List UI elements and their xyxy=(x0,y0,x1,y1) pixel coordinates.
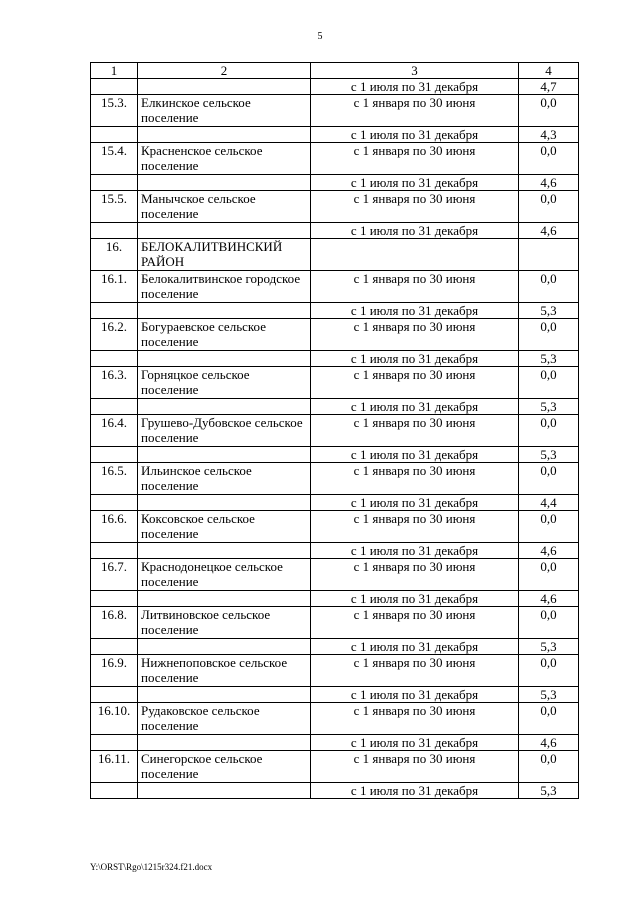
settlement-name-cell xyxy=(138,447,311,463)
row-number-cell: 16.2. xyxy=(91,319,138,351)
settlement-name-cell xyxy=(138,687,311,703)
row-number-cell: 16.4. xyxy=(91,415,138,447)
period-cell: с 1 июля по 31 декабря xyxy=(311,303,519,319)
period-cell: с 1 июля по 31 декабря xyxy=(311,735,519,751)
rate-value-cell: 5,3 xyxy=(519,783,579,799)
rate-value-cell: 0,0 xyxy=(519,95,579,127)
row-number-cell: 16.6. xyxy=(91,511,138,543)
row-number-cell xyxy=(91,447,138,463)
table-row xyxy=(91,415,579,447)
period-cell: с 1 января по 30 июня xyxy=(311,191,519,223)
settlement-name-cell xyxy=(138,591,311,607)
period-cell: с 1 июля по 31 декабря xyxy=(311,543,519,559)
period-cell: с 1 января по 30 июня xyxy=(311,463,519,495)
rates-table xyxy=(90,62,579,799)
table-row xyxy=(91,191,579,223)
row-number-cell: 16.7. xyxy=(91,559,138,591)
settlement-name-cell xyxy=(138,495,311,511)
rate-value-cell: 4,6 xyxy=(519,223,579,239)
row-number-cell: 16.1. xyxy=(91,271,138,303)
settlement-name-cell: Богураевское сельское поселение xyxy=(138,319,311,351)
rate-value-cell: 4,3 xyxy=(519,127,579,143)
table-row xyxy=(91,367,579,399)
period-cell: с 1 января по 30 июня xyxy=(311,367,519,399)
table-row xyxy=(91,511,579,543)
period-cell: с 1 июля по 31 декабря xyxy=(311,175,519,191)
table-row xyxy=(91,351,579,367)
row-number-cell xyxy=(91,79,138,95)
settlement-name-cell xyxy=(138,127,311,143)
rate-value-cell: 5,3 xyxy=(519,399,579,415)
rate-value-cell: 0,0 xyxy=(519,271,579,303)
table-row xyxy=(91,703,579,735)
rate-value-cell: 0,0 xyxy=(519,191,579,223)
period-cell: с 1 июля по 31 декабря xyxy=(311,399,519,415)
settlement-name-cell xyxy=(138,399,311,415)
rate-value-cell: 5,3 xyxy=(519,639,579,655)
period-cell: с 1 января по 30 июня xyxy=(311,415,519,447)
table-row xyxy=(91,399,579,415)
settlement-name-cell xyxy=(138,351,311,367)
table-header-row xyxy=(91,63,579,79)
row-number-cell: 15.5. xyxy=(91,191,138,223)
rate-value-cell: 0,0 xyxy=(519,319,579,351)
row-number-cell: 16.8. xyxy=(91,607,138,639)
rate-value-cell: 0,0 xyxy=(519,607,579,639)
settlement-name-cell xyxy=(138,223,311,239)
column-header-3: 3 xyxy=(311,63,519,79)
table-row xyxy=(91,543,579,559)
table-row xyxy=(91,591,579,607)
rate-value-cell: 0,0 xyxy=(519,559,579,591)
settlement-name-cell: БЕЛОКАЛИТВИНСКИЙ РАЙОН xyxy=(138,239,311,271)
table-row xyxy=(91,271,579,303)
settlement-name-cell xyxy=(138,735,311,751)
row-number-cell xyxy=(91,543,138,559)
table-row xyxy=(91,687,579,703)
rate-value-cell: 4,7 xyxy=(519,79,579,95)
column-header-4: 4 xyxy=(519,63,579,79)
rate-value-cell: 0,0 xyxy=(519,415,579,447)
row-number-cell xyxy=(91,591,138,607)
column-header-2: 2 xyxy=(138,63,311,79)
period-cell: с 1 июля по 31 декабря xyxy=(311,591,519,607)
settlement-name-cell xyxy=(138,303,311,319)
table-row xyxy=(91,783,579,799)
rate-value-cell: 4,4 xyxy=(519,495,579,511)
row-number-cell xyxy=(91,639,138,655)
table-row xyxy=(91,639,579,655)
period-cell: с 1 июля по 31 декабря xyxy=(311,79,519,95)
settlement-name-cell: Синегорское сельское поселение xyxy=(138,751,311,783)
row-number-cell: 16.3. xyxy=(91,367,138,399)
table-row xyxy=(91,751,579,783)
settlement-name-cell: Белокалитвинское городское поселение xyxy=(138,271,311,303)
period-cell: с 1 января по 30 июня xyxy=(311,143,519,175)
row-number-cell xyxy=(91,495,138,511)
table-row xyxy=(91,559,579,591)
period-cell: с 1 января по 30 июня xyxy=(311,655,519,687)
table-row xyxy=(91,735,579,751)
table-row xyxy=(91,607,579,639)
period-cell: с 1 июля по 31 декабря xyxy=(311,127,519,143)
period-cell xyxy=(311,239,519,271)
settlement-name-cell: Красненское сельское поселение xyxy=(138,143,311,175)
settlement-name-cell xyxy=(138,639,311,655)
rate-value-cell: 0,0 xyxy=(519,511,579,543)
table-row xyxy=(91,655,579,687)
row-number-cell: 16.9. xyxy=(91,655,138,687)
table-row xyxy=(91,239,579,271)
settlement-name-cell: Литвиновское сельское поселение xyxy=(138,607,311,639)
rate-value-cell: 4,6 xyxy=(519,543,579,559)
rate-value-cell: 4,6 xyxy=(519,735,579,751)
row-number-cell xyxy=(91,783,138,799)
page-number: 5 xyxy=(317,31,323,42)
period-cell: с 1 июля по 31 декабря xyxy=(311,351,519,367)
period-cell: с 1 января по 30 июня xyxy=(311,95,519,127)
table-row xyxy=(91,303,579,319)
rate-value-cell: 5,3 xyxy=(519,351,579,367)
settlement-name-cell: Грушево-Дубовское сельское поселение xyxy=(138,415,311,447)
row-number-cell: 16.5. xyxy=(91,463,138,495)
settlement-name-cell: Рудаковское сельское поселение xyxy=(138,703,311,735)
settlement-name-cell: Горняцкое сельское поселение xyxy=(138,367,311,399)
row-number-cell: 16.11. xyxy=(91,751,138,783)
table-row xyxy=(91,95,579,127)
table-row xyxy=(91,175,579,191)
period-cell: с 1 января по 30 июня xyxy=(311,319,519,351)
period-cell: с 1 июля по 31 декабря xyxy=(311,687,519,703)
table-row xyxy=(91,463,579,495)
period-cell: с 1 января по 30 июня xyxy=(311,751,519,783)
settlement-name-cell: Нижнепоповское сельское поселение xyxy=(138,655,311,687)
table-row xyxy=(91,127,579,143)
column-header-1: 1 xyxy=(91,63,138,79)
row-number-cell xyxy=(91,687,138,703)
rate-value-cell: 0,0 xyxy=(519,751,579,783)
table-row xyxy=(91,143,579,175)
row-number-cell: 16. xyxy=(91,239,138,271)
row-number-cell xyxy=(91,127,138,143)
rate-value-cell: 0,0 xyxy=(519,463,579,495)
rate-value-cell: 0,0 xyxy=(519,703,579,735)
row-number-cell xyxy=(91,223,138,239)
rate-value-cell: 5,3 xyxy=(519,687,579,703)
rate-value-cell: 0,0 xyxy=(519,367,579,399)
period-cell: с 1 января по 30 июня xyxy=(311,559,519,591)
row-number-cell: 15.3. xyxy=(91,95,138,127)
row-number-cell: 15.4. xyxy=(91,143,138,175)
period-cell: с 1 июля по 31 декабря xyxy=(311,447,519,463)
period-cell: с 1 июля по 31 декабря xyxy=(311,223,519,239)
period-cell: с 1 июля по 31 декабря xyxy=(311,639,519,655)
period-cell: с 1 июля по 31 декабря xyxy=(311,495,519,511)
period-cell: с 1 января по 30 июня xyxy=(311,607,519,639)
rate-value-cell: 5,3 xyxy=(519,303,579,319)
row-number-cell xyxy=(91,399,138,415)
table-row xyxy=(91,223,579,239)
settlement-name-cell: Елкинское сельское поселение xyxy=(138,95,311,127)
row-number-cell: 16.10. xyxy=(91,703,138,735)
period-cell: с 1 января по 30 июня xyxy=(311,703,519,735)
settlement-name-cell: Коксовское сельское поселение xyxy=(138,511,311,543)
row-number-cell xyxy=(91,175,138,191)
table-row xyxy=(91,495,579,511)
row-number-cell xyxy=(91,303,138,319)
settlement-name-cell xyxy=(138,783,311,799)
table-body xyxy=(91,79,579,799)
rate-value-cell: 4,6 xyxy=(519,591,579,607)
row-number-cell xyxy=(91,735,138,751)
settlement-name-cell: Ильинское сельское поселение xyxy=(138,463,311,495)
settlement-name-cell: Краснодонецкое сельское поселение xyxy=(138,559,311,591)
rate-value-cell xyxy=(519,239,579,271)
table-row xyxy=(91,447,579,463)
rate-value-cell: 4,6 xyxy=(519,175,579,191)
rate-value-cell: 0,0 xyxy=(519,655,579,687)
table-row xyxy=(91,319,579,351)
settlement-name-cell xyxy=(138,175,311,191)
period-cell: с 1 июля по 31 декабря xyxy=(311,783,519,799)
settlement-name-cell: Манычское сельское поселение xyxy=(138,191,311,223)
file-path-footer: Y:\ORST\Rgo\1215r324.f21.docx xyxy=(90,862,213,872)
settlement-name-cell xyxy=(138,543,311,559)
period-cell: с 1 января по 30 июня xyxy=(311,271,519,303)
row-number-cell xyxy=(91,351,138,367)
period-cell: с 1 января по 30 июня xyxy=(311,511,519,543)
settlement-name-cell xyxy=(138,79,311,95)
rate-value-cell: 5,3 xyxy=(519,447,579,463)
table-row xyxy=(91,79,579,95)
rate-value-cell: 0,0 xyxy=(519,143,579,175)
